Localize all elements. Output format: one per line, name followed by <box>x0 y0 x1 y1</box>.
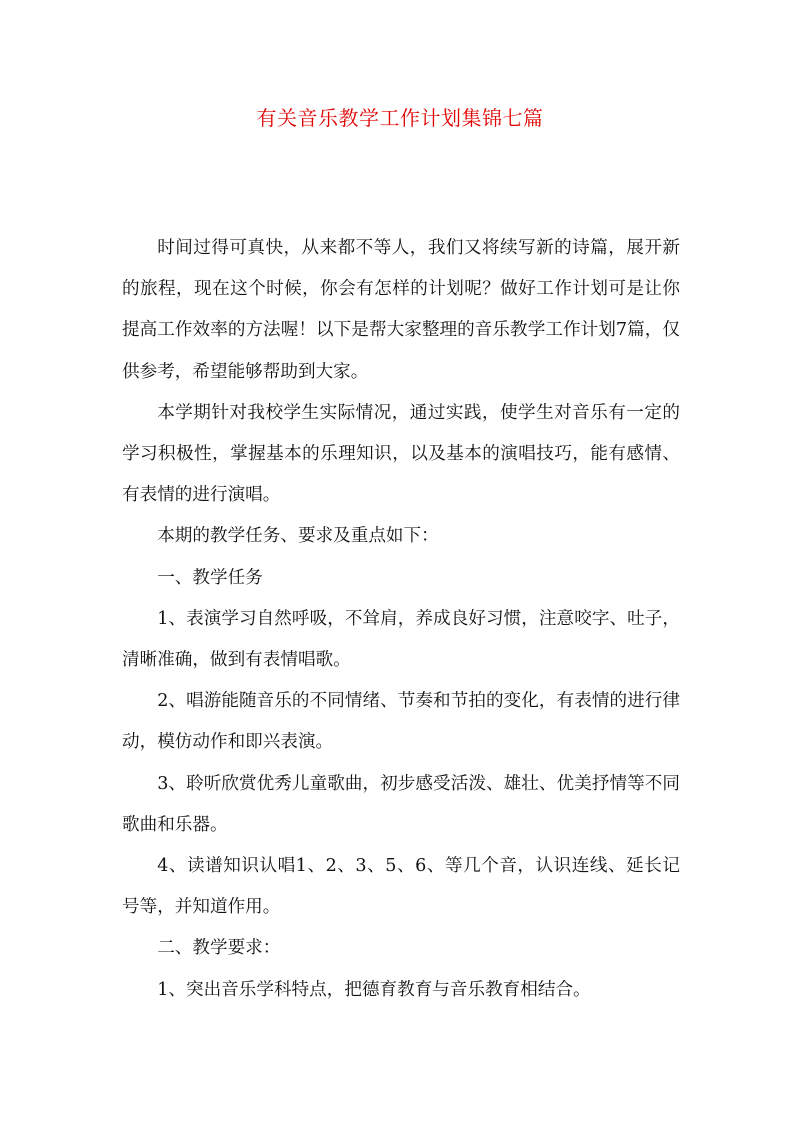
paragraph-intro: 时间过得可真快，从来都不等人，我们又将续写新的诗篇，展开新的旅程，现在这个时候，你会有怎样的计划呢？做好工作计划可是让你提高工作效率的方法喔！以下是帮大家整理的音乐教学工作计划7篇，仅供参考，希望能够帮助到大家。 <box>122 238 680 382</box>
section-heading-requirements: 二、教学要求： <box>157 938 281 959</box>
task-item-1: 1、表演学习自然呼吸，不耸肩，养成良好习惯，注意咬字、吐子，清晰准确，做到有表情唱歌。 <box>122 608 680 671</box>
paragraph-overview: 本期的教学任务、要求及重点如下： <box>157 526 439 547</box>
task-item-4: 4、读谱知识认唱1、2、3、5、6、等几个音，认识连线、延长记号等，并知道作用。 <box>122 856 680 918</box>
requirement-item-1: 1、突出音乐学科特点，把德育教育与音乐教育相结合。 <box>157 979 591 1000</box>
document-title: 有关音乐教学工作计划集锦七篇 <box>256 106 544 130</box>
document-body <box>122 228 680 1011</box>
task-item-2: 2、唱游能随音乐的不同情绪、节奏和节拍的变化，有表情的进行律动，模仿动作和即兴表演。 <box>122 691 680 753</box>
section-heading-tasks: 一、教学任务 <box>157 567 263 588</box>
task-item-3: 3、聆听欣赏优秀儿童歌曲，初步感受活泼、雄壮、优美抒情等不同歌曲和乐器。 <box>122 773 680 835</box>
paragraph-goals: 本学期针对我校学生实际情况，通过实践，使学生对音乐有一定的学习积极性，掌握基本的乐理知识，以及基本的演唱技巧，能有感情、有表情的进行演唱。 <box>122 402 680 506</box>
